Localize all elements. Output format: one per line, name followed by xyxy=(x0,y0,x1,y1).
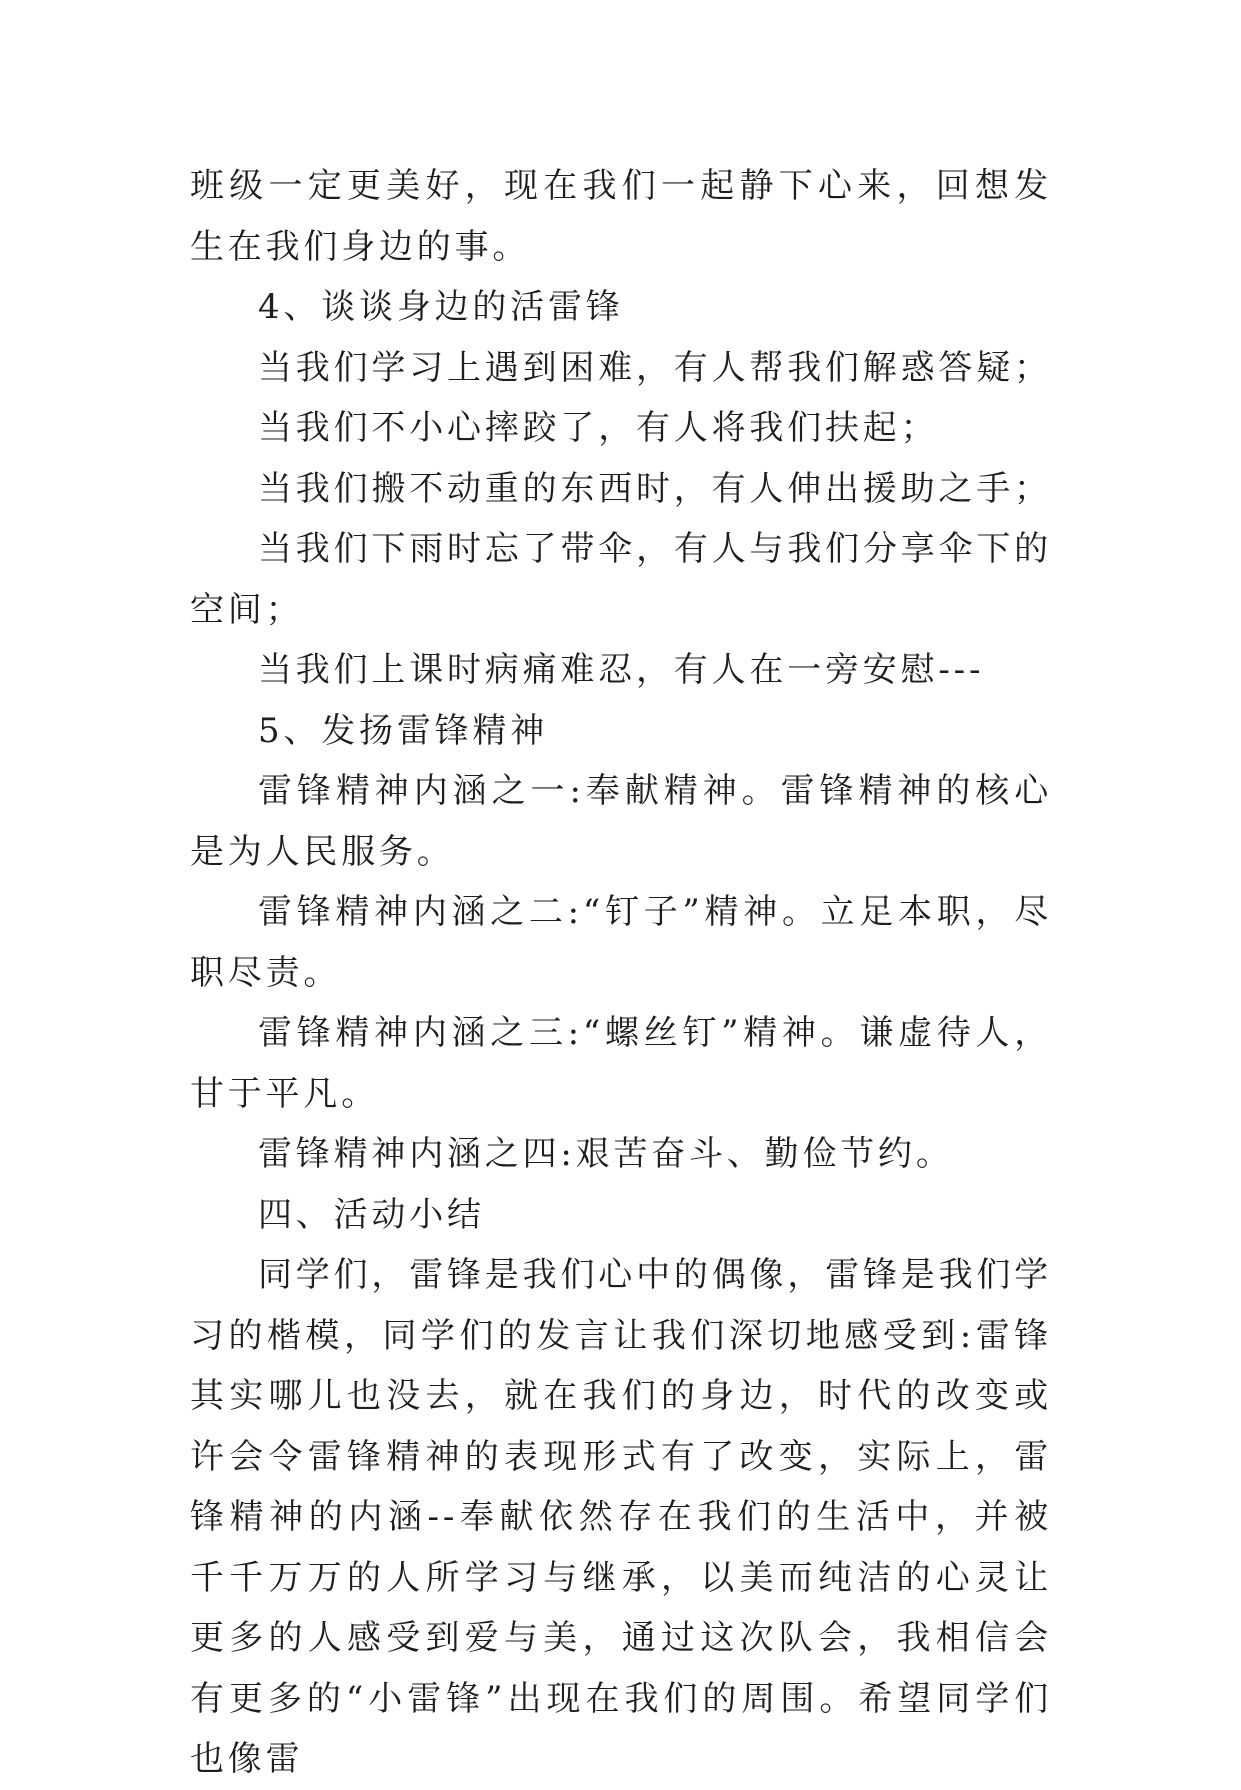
heading-item-5: 5、发扬雷锋精神 xyxy=(258,710,549,751)
paragraph-summary: 同学们，雷锋是我们心中的偶像，雷锋是我们学习的楷模，同学们的发言让我们深切地感受到:雷锋其实哪儿也没去，就在我们的身边，时代的改变或许会令雷锋精神的表现形式有了改变，实际上，雷锋精神的内涵--奉献依然存在我们的生活中，并被千千万万的人所学习与继承，以美而纯洁的心灵让更多的人感受到爱与美，通过这次队会，我相信会有更多的“小雷锋”出现在我们的周围。希望同学们也像雷 xyxy=(190,1255,1052,1779)
paragraph-fall-help: 当我们不小心摔跤了，有人将我们扶起； xyxy=(258,408,939,448)
paragraph-study-help: 当我们学习上遇到困难，有人帮我们解惑答疑； xyxy=(258,347,1052,388)
heading-item-4: 4、谈谈身边的活雷锋 xyxy=(258,287,624,327)
paragraph-spirit-one: 雷锋精神内涵之一:奉献精神。雷锋精神的核心是为人民服务。 xyxy=(190,771,1052,872)
paragraph-spirit-four: 雷锋精神内涵之四:艰苦奋斗、勤俭节约。 xyxy=(258,1134,954,1174)
paragraph-carry-help: 当我们搬不动重的东西时，有人伸出援助之手； xyxy=(258,468,1052,509)
paragraph-umbrella-help: 当我们下雨时忘了带伞，有人与我们分享伞下的空间； xyxy=(190,529,1052,630)
paragraph-continuation: 班级一定更美好，现在我们一起静下心来，回想发生在我们身边的事。 xyxy=(190,166,1052,267)
heading-section-four: 四、活动小结 xyxy=(258,1194,485,1235)
paragraph-spirit-two: 雷锋精神内涵之二:“钉子”精神。立足本职，尽职尽责。 xyxy=(190,892,1052,993)
paragraph-comfort-help: 当我们上课时病痛难忍，有人在一旁安慰--- xyxy=(258,650,985,690)
document-body xyxy=(190,156,1052,1790)
paragraph-spirit-three: 雷锋精神内涵之三:“螺丝钉”精神。谦虚待人，甘于平凡。 xyxy=(190,1013,1052,1114)
